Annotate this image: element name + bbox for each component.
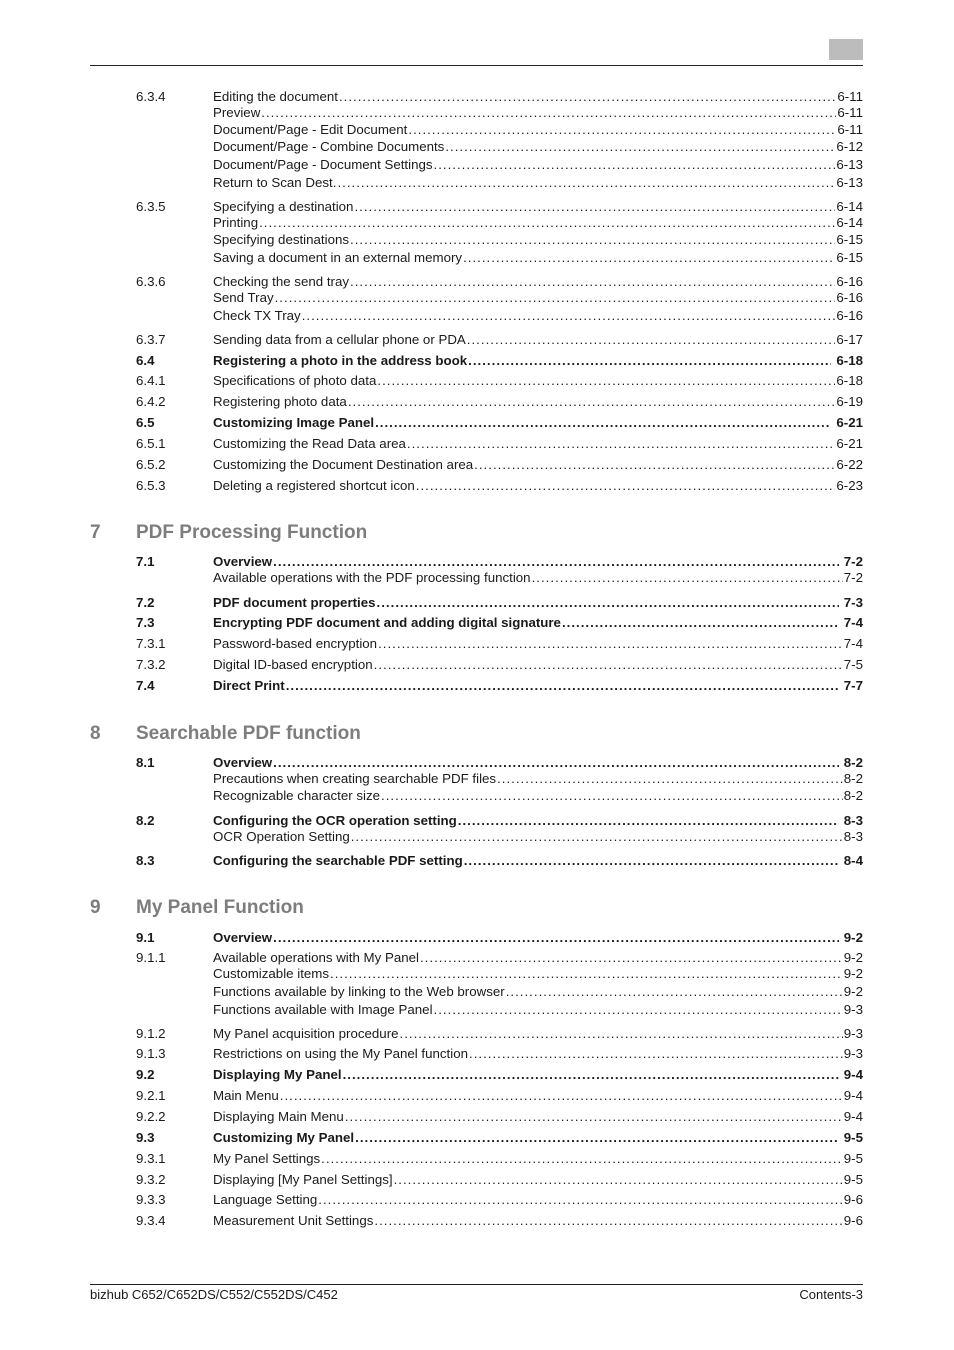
dot-leader xyxy=(275,289,836,306)
toc-entry-title: Main Menu xyxy=(213,1088,279,1103)
toc-entry-page: 9-3 xyxy=(843,1026,863,1041)
chapter-number: 7 xyxy=(90,522,101,543)
toc-entry-page: 7-5 xyxy=(843,657,863,672)
toc-entry-page: 9-6 xyxy=(843,1192,863,1207)
toc-entry-number: 6.3.4 xyxy=(136,89,166,104)
toc-entry[interactable] xyxy=(136,352,863,369)
toc-entry[interactable] xyxy=(136,1150,863,1167)
toc-entry-number: 7.2 xyxy=(136,595,155,610)
toc-entry-number: 9.3.1 xyxy=(136,1151,166,1166)
toc-entry-page: 6-17 xyxy=(836,332,863,347)
toc-entry-page: 6-14 xyxy=(836,215,863,230)
toc-entry-title: Language Setting xyxy=(213,1192,318,1207)
dot-leader xyxy=(273,754,839,771)
toc-entry-page: 9-2 xyxy=(843,930,863,945)
toc-entry[interactable] xyxy=(136,614,863,631)
toc-entry-title: Preview xyxy=(213,105,261,120)
toc-entry[interactable] xyxy=(136,635,863,652)
toc-entry-page: 9-3 xyxy=(843,1002,863,1017)
toc-entry[interactable] xyxy=(136,174,863,191)
toc-entry[interactable] xyxy=(136,477,863,494)
dot-leader xyxy=(345,1108,843,1125)
dot-leader xyxy=(506,983,843,1000)
dot-leader xyxy=(416,477,836,494)
toc-entry-title: Editing the document xyxy=(213,89,338,104)
toc-entry[interactable] xyxy=(136,1025,863,1042)
dot-leader xyxy=(374,1212,842,1229)
toc-entry[interactable] xyxy=(136,393,863,410)
page-corner-tab xyxy=(829,39,863,60)
toc-entry-title: Configuring the searchable PDF setting xyxy=(213,853,463,868)
toc-entry[interactable] xyxy=(136,456,863,473)
toc-entry-title: Check TX Tray xyxy=(213,308,301,323)
toc-entry-page: 7-4 xyxy=(843,636,863,651)
toc-entry-page: 6-12 xyxy=(836,139,863,154)
footer-rule xyxy=(90,1284,863,1285)
toc-entry-title: Document/Page - Document Settings xyxy=(213,157,433,172)
toc-entry-title: Send Tray xyxy=(213,290,274,305)
toc-entry-title: My Panel Settings xyxy=(213,1151,321,1166)
toc-entry[interactable] xyxy=(136,1191,863,1208)
dot-leader xyxy=(259,214,835,231)
toc-entry-number: 7.1 xyxy=(136,554,155,569)
toc-entry-number: 9.3 xyxy=(136,1130,155,1145)
toc-entry-title: Functions available by linking to the Web browser xyxy=(213,984,505,999)
toc-entry[interactable] xyxy=(136,307,863,324)
toc-entry-title: Registering photo data xyxy=(213,394,347,409)
toc-entry[interactable] xyxy=(136,1108,863,1125)
toc-entry-title: Precautions when creating searchable PDF files xyxy=(213,771,497,786)
dot-leader xyxy=(463,249,835,266)
toc-entry[interactable] xyxy=(136,331,863,348)
dot-leader xyxy=(434,156,836,173)
toc-entry-title: Displaying Main Menu xyxy=(213,1109,344,1124)
dot-leader xyxy=(318,1191,843,1208)
toc-entry-title: Password-based encryption xyxy=(213,636,378,651)
toc-entry[interactable] xyxy=(136,812,863,829)
toc-entry-number: 7.3 xyxy=(136,615,155,630)
toc-entry-number: 6.5 xyxy=(136,415,155,430)
toc-entry-number: 7.4 xyxy=(136,678,155,693)
toc-entry-page: 8-4 xyxy=(843,853,863,868)
toc-entry[interactable] xyxy=(136,138,863,155)
dot-leader xyxy=(337,174,835,191)
toc-entry-title: Digital ID-based encryption xyxy=(213,657,373,672)
toc-entry-page: 6-16 xyxy=(836,290,863,305)
toc-entry[interactable] xyxy=(136,104,863,121)
toc-entry-page: 8-2 xyxy=(843,771,863,786)
dot-leader xyxy=(261,104,836,121)
toc-entry-page: 7-2 xyxy=(843,554,863,569)
toc-entry-page: 6-13 xyxy=(836,157,863,172)
toc-entry[interactable] xyxy=(136,156,863,173)
dot-leader xyxy=(445,138,835,155)
chapter-title: PDF Processing Function xyxy=(136,522,368,543)
toc-entry-page: 9-2 xyxy=(843,984,863,999)
chapter-title: Searchable PDF function xyxy=(136,723,361,744)
dot-leader xyxy=(467,331,836,348)
toc-entry-title: PDF document properties xyxy=(213,595,376,610)
chapter-number: 9 xyxy=(90,897,101,918)
toc-entry-title: Overview xyxy=(213,554,273,569)
toc-entry[interactable] xyxy=(136,414,863,431)
toc-entry-page: 8-2 xyxy=(843,788,863,803)
dot-leader xyxy=(286,677,839,694)
toc-entry[interactable] xyxy=(136,1087,863,1104)
toc-entry[interactable] xyxy=(136,289,863,306)
toc-entry-title: Encrypting PDF document and adding digital signature xyxy=(213,615,561,630)
toc-entry-title: Displaying [My Panel Settings] xyxy=(213,1172,393,1187)
toc-entry-page: 6-21 xyxy=(836,436,863,451)
toc-entry-title: Printing xyxy=(213,215,259,230)
dot-leader xyxy=(434,1001,843,1018)
toc-entry-number: 6.4.2 xyxy=(136,394,166,409)
dot-leader xyxy=(302,307,836,324)
toc-entry[interactable] xyxy=(136,435,863,452)
toc-entry-page: 6-15 xyxy=(836,232,863,247)
dot-leader xyxy=(400,1025,843,1042)
toc-entry-page: 9-4 xyxy=(843,1109,863,1124)
toc-entry[interactable] xyxy=(136,1001,863,1018)
toc-entry-page: 6-16 xyxy=(836,274,863,289)
toc-entry-page: 9-5 xyxy=(843,1172,863,1187)
toc-entry[interactable] xyxy=(136,214,863,231)
toc-entry-title: Configuring the OCR operation setting xyxy=(213,813,457,828)
toc-entry-page: 9-5 xyxy=(843,1151,863,1166)
toc-entry-page: 6-23 xyxy=(836,478,863,493)
dot-leader xyxy=(474,456,835,473)
header-rule xyxy=(90,65,863,66)
toc-entry-title: Customizable items xyxy=(213,966,330,981)
chapter-title: My Panel Function xyxy=(136,897,304,918)
toc-entry[interactable] xyxy=(136,569,863,586)
toc-entry-title: Specifying destinations xyxy=(213,232,350,247)
dot-leader xyxy=(420,949,843,966)
toc-entry-number: 9.1 xyxy=(136,930,155,945)
toc-entry-page: 6-18 xyxy=(836,353,863,368)
toc-entry[interactable] xyxy=(136,965,863,982)
toc-entry-number: 9.2 xyxy=(136,1067,155,1082)
toc-entry[interactable] xyxy=(136,828,863,845)
toc-entry-title: Customizing the Document Destination area xyxy=(213,457,474,472)
dot-leader xyxy=(273,929,839,946)
toc-entry[interactable] xyxy=(136,852,863,869)
toc-entry-title: Sending data from a cellular phone or PDA xyxy=(213,332,466,347)
toc-entry-title: Measurement Unit Settings xyxy=(213,1213,374,1228)
dot-leader xyxy=(408,121,836,138)
toc-entry-page: 6-21 xyxy=(836,415,863,430)
dot-leader xyxy=(321,1150,843,1167)
toc-entry-number: 8.3 xyxy=(136,853,155,868)
toc-entry-title: Customizing My Panel xyxy=(213,1130,355,1145)
toc-entry-page: 9-2 xyxy=(843,966,863,981)
toc-entry-title: Specifying a destination xyxy=(213,199,354,214)
dot-leader xyxy=(407,435,835,452)
toc-entry-number: 7.3.1 xyxy=(136,636,166,651)
toc-entry-page: 6-19 xyxy=(836,394,863,409)
toc-entry-page: 9-5 xyxy=(843,1130,863,1145)
dot-leader xyxy=(280,1087,843,1104)
dot-leader xyxy=(375,414,831,431)
toc-entry-page: 6-15 xyxy=(836,250,863,265)
toc-entry-title: Deleting a registered shortcut icon xyxy=(213,478,415,493)
dot-leader xyxy=(354,198,835,215)
dot-leader xyxy=(377,594,839,611)
toc-entry-title: Return to Scan Dest. xyxy=(213,175,337,190)
toc-entry-title: Overview xyxy=(213,930,273,945)
toc-entry-title: Customizing the Read Data area xyxy=(213,436,406,451)
dot-leader xyxy=(562,614,839,631)
toc-entry[interactable] xyxy=(136,949,863,966)
dot-leader xyxy=(377,372,835,389)
dot-leader xyxy=(374,656,843,673)
toc-entry[interactable] xyxy=(136,677,863,694)
toc-entry-number: 9.3.4 xyxy=(136,1213,166,1228)
toc-entry-page: 7-3 xyxy=(843,595,863,610)
toc-entry-title: Restrictions on using the My Panel function xyxy=(213,1046,468,1061)
toc-entry-title: Document/Page - Combine Documents xyxy=(213,139,445,154)
toc-entry-number: 7.3.2 xyxy=(136,657,166,672)
dot-leader xyxy=(378,635,843,652)
chapter-number: 8 xyxy=(90,723,101,744)
toc-entry-page: 6-11 xyxy=(837,89,863,104)
toc-entry-title: Available operations with My Panel xyxy=(213,950,419,965)
dot-leader xyxy=(458,812,839,829)
toc-entry[interactable] xyxy=(136,198,863,215)
toc-entry[interactable] xyxy=(136,1066,863,1083)
toc-entry-number: 9.2.2 xyxy=(136,1109,166,1124)
toc-entry-number: 6.4.1 xyxy=(136,373,166,388)
toc-entry-page: 6-14 xyxy=(836,199,863,214)
toc-entry-title: Recognizable character size xyxy=(213,788,381,803)
toc-entry[interactable] xyxy=(136,656,863,673)
dot-leader xyxy=(355,1129,839,1146)
toc-entry-number: 8.1 xyxy=(136,755,155,770)
toc-entry[interactable] xyxy=(136,770,863,787)
toc-entry[interactable] xyxy=(136,553,863,570)
toc-entry-number: 9.3.2 xyxy=(136,1172,166,1187)
dot-leader xyxy=(273,553,839,570)
footer-product: bizhub C652/C652DS/C552/C552DS/C452 xyxy=(90,1287,338,1302)
toc-entry-page: 6-11 xyxy=(837,105,863,120)
toc-entry-number: 6.3.5 xyxy=(136,199,166,214)
toc-entry[interactable] xyxy=(136,754,863,771)
toc-entry[interactable] xyxy=(136,121,863,138)
toc-entry-page: 7-4 xyxy=(843,615,863,630)
dot-leader xyxy=(339,88,836,105)
toc-entry-title: Displaying My Panel xyxy=(213,1067,342,1082)
toc-entry-page: 6-16 xyxy=(836,308,863,323)
toc-entry-title: Specifications of photo data xyxy=(213,373,377,388)
toc-entry[interactable] xyxy=(136,372,863,389)
toc-entry-page: 9-3 xyxy=(843,1046,863,1061)
dot-leader xyxy=(348,393,836,410)
toc-entry-title: Checking the send tray xyxy=(213,274,350,289)
dot-leader xyxy=(468,352,831,369)
toc-entry[interactable] xyxy=(136,1212,863,1229)
toc-entry-title: Customizing Image Panel xyxy=(213,415,375,430)
dot-leader xyxy=(394,1171,843,1188)
toc-entry-number: 6.5.1 xyxy=(136,436,166,451)
toc-entry[interactable] xyxy=(136,1171,863,1188)
toc-entry-title: OCR Operation Setting xyxy=(213,829,350,844)
toc-entry-number: 8.2 xyxy=(136,813,155,828)
dot-leader xyxy=(343,1066,839,1083)
toc-entry-number: 6.3.7 xyxy=(136,332,166,347)
dot-leader xyxy=(330,965,843,982)
toc-entry[interactable] xyxy=(136,1045,863,1062)
toc-entry-page: 8-3 xyxy=(843,813,863,828)
toc-entry-number: 9.1.1 xyxy=(136,950,166,965)
toc-entry[interactable] xyxy=(136,273,863,290)
dot-leader xyxy=(350,231,835,248)
toc-entry-number: 9.3.3 xyxy=(136,1192,166,1207)
dot-leader xyxy=(350,273,835,290)
toc-entry-title: Document/Page - Edit Document xyxy=(213,122,408,137)
dot-leader xyxy=(381,787,843,804)
footer-page-label: Contents-3 xyxy=(799,1287,863,1302)
toc-entry-page: 6-11 xyxy=(837,122,863,137)
toc-entry[interactable] xyxy=(136,594,863,611)
toc-entry-number: 6.3.6 xyxy=(136,274,166,289)
toc-entry-title: Direct Print xyxy=(213,678,285,693)
toc-entry-page: 6-13 xyxy=(836,175,863,190)
toc-entry[interactable] xyxy=(136,1129,863,1146)
toc-entry-title: My Panel acquisition procedure xyxy=(213,1026,399,1041)
dot-leader xyxy=(532,569,843,586)
toc-entry-title: Saving a document in an external memory xyxy=(213,250,463,265)
toc-entry[interactable] xyxy=(136,88,863,105)
toc-entry-page: 6-18 xyxy=(836,373,863,388)
toc-entry[interactable] xyxy=(136,983,863,1000)
toc-entry[interactable] xyxy=(136,787,863,804)
toc-entry-number: 9.2.1 xyxy=(136,1088,166,1103)
dot-leader xyxy=(469,1045,843,1062)
dot-leader xyxy=(464,852,839,869)
toc-entry-page: 8-3 xyxy=(843,829,863,844)
toc-entry-page: 9-4 xyxy=(843,1067,863,1082)
toc-entry[interactable] xyxy=(136,231,863,248)
dot-leader xyxy=(497,770,843,787)
toc-entry-number: 9.1.2 xyxy=(136,1026,166,1041)
toc-entry-number: 6.5.3 xyxy=(136,478,166,493)
toc-entry-page: 6-22 xyxy=(836,457,863,472)
toc-entry-title: Registering a photo in the address book xyxy=(213,353,468,368)
toc-entry-page: 9-6 xyxy=(843,1213,863,1228)
toc-entry-title: Available operations with the PDF processing function xyxy=(213,570,531,585)
toc-entry-number: 6.4 xyxy=(136,353,155,368)
toc-entry-page: 7-7 xyxy=(843,678,863,693)
toc-entry-title: Functions available with Image Panel xyxy=(213,1002,433,1017)
toc-entry-number: 6.5.2 xyxy=(136,457,166,472)
toc-entry-page: 8-2 xyxy=(843,755,863,770)
toc-entry-page: 9-2 xyxy=(843,950,863,965)
toc-entry[interactable] xyxy=(136,929,863,946)
toc-entry-title: Overview xyxy=(213,755,273,770)
toc-entry[interactable] xyxy=(136,249,863,266)
toc-entry-page: 7-2 xyxy=(843,570,863,585)
dot-leader xyxy=(351,828,843,845)
toc-entry-number: 9.1.3 xyxy=(136,1046,166,1061)
toc-entry-page: 9-4 xyxy=(843,1088,863,1103)
